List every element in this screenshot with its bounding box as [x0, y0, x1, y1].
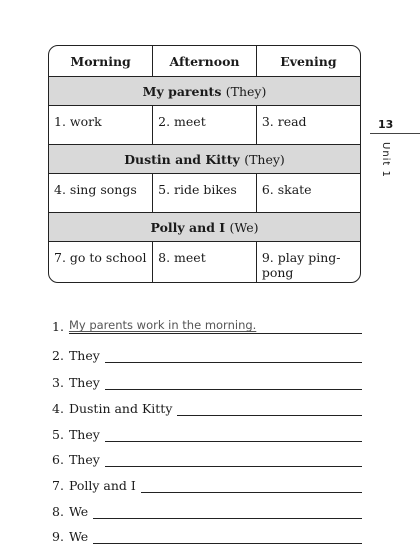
exercise-number: 4.: [52, 401, 64, 416]
sentence-start: Polly and I: [68, 478, 136, 493]
answer-line[interactable]: [105, 350, 362, 363]
sentence-start: We: [68, 504, 89, 519]
activity-row: [49, 106, 360, 145]
exercise-item: [52, 528, 362, 544]
group-row-parents: [49, 77, 360, 106]
exercise-item: [52, 318, 362, 334]
exercise-number: 7.: [52, 478, 64, 493]
group-name: Dustin and Kitty: [124, 151, 240, 167]
header-afternoon: Afternoon: [153, 46, 257, 77]
sentence-start: They: [68, 348, 100, 363]
activity-cell: 5. ride bikes: [153, 174, 257, 213]
activity-cell: 1. work: [49, 106, 153, 145]
exercise-item: [52, 347, 362, 363]
exercise-number: 8.: [52, 504, 64, 519]
activity-cell: 2. meet: [153, 106, 257, 145]
exercise-number: 9.: [52, 529, 64, 544]
exercise-item: [52, 426, 362, 442]
activity-cell: 6. skate: [256, 174, 360, 213]
answer-line[interactable]: [105, 377, 362, 390]
sentence-start: They: [68, 375, 100, 390]
exercise-item: [52, 451, 362, 467]
page-number: 13: [378, 118, 394, 131]
activity-cell: 7. go to school: [49, 242, 153, 284]
activity-cell: 9. play ping-pong: [256, 242, 360, 284]
answer-line[interactable]: [93, 531, 362, 544]
answer-line[interactable]: [177, 403, 362, 416]
activity-row: [49, 174, 360, 213]
exercise-number: 6.: [52, 452, 64, 467]
answer-line[interactable]: [93, 506, 362, 519]
exercise-item: [52, 503, 362, 519]
exercise-number: 5.: [52, 427, 64, 442]
exercise-item: [52, 477, 362, 493]
group-pronoun: (They): [244, 151, 285, 167]
group-name: My parents: [142, 83, 222, 99]
sentence-start: They: [68, 452, 100, 467]
activity-cell: 3. read: [256, 106, 360, 145]
example-answer: My parents work in the morning.: [69, 318, 362, 334]
header-morning: Morning: [49, 46, 153, 77]
exercise-number: 3.: [52, 375, 64, 390]
group-row-dustin-kitty: [49, 145, 360, 174]
exercise-number: 1.: [52, 319, 64, 334]
activity-cell: 8. meet: [153, 242, 257, 284]
answer-line[interactable]: [105, 429, 362, 442]
sentence-start: They: [68, 427, 100, 442]
header-evening: Evening: [256, 46, 360, 77]
sentence-start: Dustin and Kitty: [68, 401, 173, 416]
unit-label: Unit 1: [380, 142, 391, 178]
exercise-item: [52, 374, 362, 390]
group-row-polly: [49, 213, 360, 242]
group-pronoun: (We): [229, 219, 259, 235]
activity-cell: 4. sing songs: [49, 174, 153, 213]
exercise-number: 2.: [52, 348, 64, 363]
schedule-table: [48, 45, 361, 283]
group-name: Polly and I: [150, 219, 226, 235]
sentence-start: We: [68, 529, 89, 544]
answer-line[interactable]: [141, 480, 362, 493]
page-number-divider: [370, 133, 420, 134]
answer-line[interactable]: [105, 454, 362, 467]
activity-row: [49, 242, 360, 284]
table-header-row: [49, 46, 360, 77]
group-pronoun: (They): [225, 83, 267, 99]
exercise-item: [52, 400, 362, 416]
